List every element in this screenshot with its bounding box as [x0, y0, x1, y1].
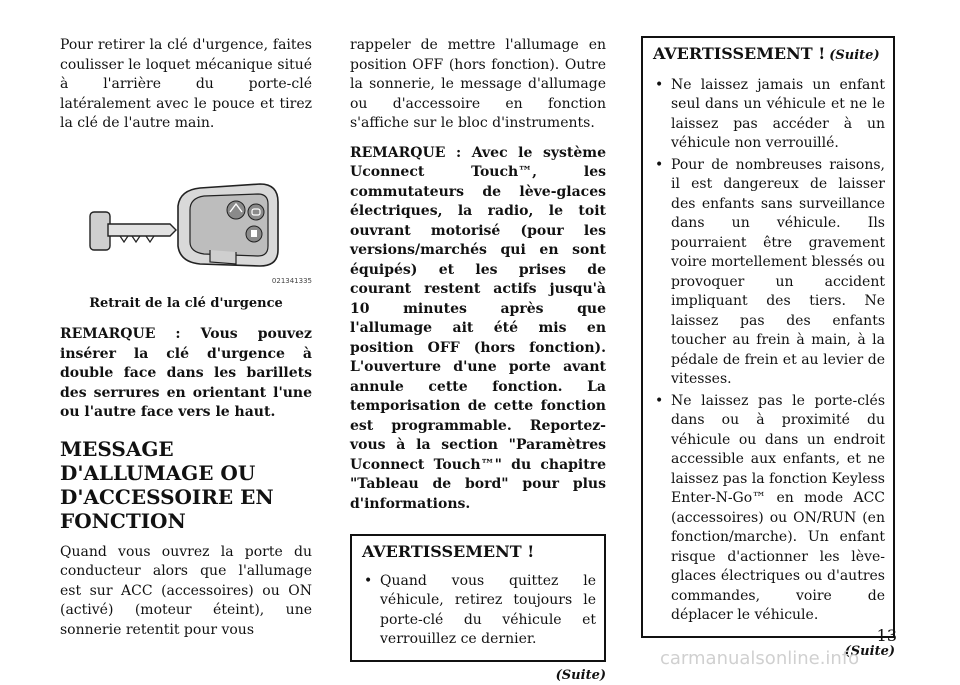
section-heading: MESSAGE D'ALLUMAGE OU D'ACCESSOIRE EN FONCTION [60, 437, 312, 533]
warning-item: • Ne laissez jamais un enfant seul dans un véhicule et ne le laissez pas accéder à un véhicule non verrouillé. [653, 76, 885, 154]
intro-paragraph: Pour retirer la clé d'urgence, faites coulisser le loquet mécanique situé à l'arrière du porte-clé latéralement avec le pouce et tirez la clé de l'autre main. [60, 36, 312, 134]
warning-title-text: AVERTISSEMENT ! [653, 44, 825, 63]
warning-item: • Ne laissez pas le porte-clés dans ou à proximité du véhicule ou dans un endroit accessible aux enfants, et ne laissez pas la fonction Keyless Enter-N-Go™ en mode ACC (accessoires) ou ON/RUN (en fonction/marche). Un enfant risque d'actionner les lève-glaces électriques ou d'autres commandes, voire de déplacer le véhicule. [653, 392, 885, 626]
warning-title-suite: (Suite) [829, 48, 879, 63]
warning-item: • Pour de nombreuses raisons, il est dangereux de laisser des enfants sans surveillance dans un véhicule. Ils pourraient être gravement voire mortellement blessés ou provoquer un accident impliquant des tiers. Ne laissez pas des enfants toucher au frein à main, à la pédale de frein et au levier de vitesses. [653, 156, 885, 390]
warning-title: AVERTISSEMENT ! [362, 542, 596, 562]
warning-box [350, 534, 606, 662]
warning-title-continued [653, 44, 885, 66]
remark-paragraph: REMARQUE : Vous pouvez insérer la clé d'urgence à double face dans les barillets des serrures en orientant l'une ou l'autre face vers le haut. [60, 325, 312, 423]
figure-caption: Retrait de la clé d'urgence [60, 294, 312, 314]
continuation-paragraph: rappeler de mettre l'allumage en position OFF (hors fonction). Outre la sonnerie, le message d'allumage ou d'accessoire en fonction s'affiche sur le bloc d'instruments. [350, 36, 606, 134]
column-left [60, 36, 312, 640]
remark-uconnect: REMARQUE : Avec le système Uconnect Touch™, les commutateurs de lève-glaces électriques, la radio, le toit ouvrant motorisé (pour les versions/marchés qui en sont équipés) et les prises de courant restent actifs jusqu'à 10 minutes après que l'allumage ait été mis en position OFF (hors fonction). L'ouverture d'une porte avant annule cette fonction. La temporisation de cette fonction est programmable. Reportez-vous à la section "Paramètres Uconnect Touch™" du chapitre "Tableau de bord" pour plus d'informations. [350, 144, 606, 515]
column-right [641, 36, 895, 661]
suite-label-right: (Suite) [641, 642, 895, 662]
watermark: carmanualsonline.info [660, 648, 859, 669]
suite-label: (Suite) [350, 666, 606, 685]
emergency-key-figure [60, 154, 312, 304]
warning-list-continued [653, 76, 885, 626]
column-middle [350, 36, 606, 685]
figure-code: 021341335 [272, 272, 312, 292]
warning-list [362, 572, 596, 650]
body-paragraph: Quand vous ouvrez la porte du conducteur alors que l'allumage est sur ACC (accessoires) ou ON (activé) (moteur éteint), une sonnerie retentit pour vous [60, 543, 312, 641]
warning-box-continued [641, 36, 895, 638]
page-number: 13 [877, 626, 897, 645]
warning-item: • Quand vous quittez le véhicule, retirez toujours le porte-clé du véhicule et verrouillez ce dernier. [362, 572, 596, 650]
